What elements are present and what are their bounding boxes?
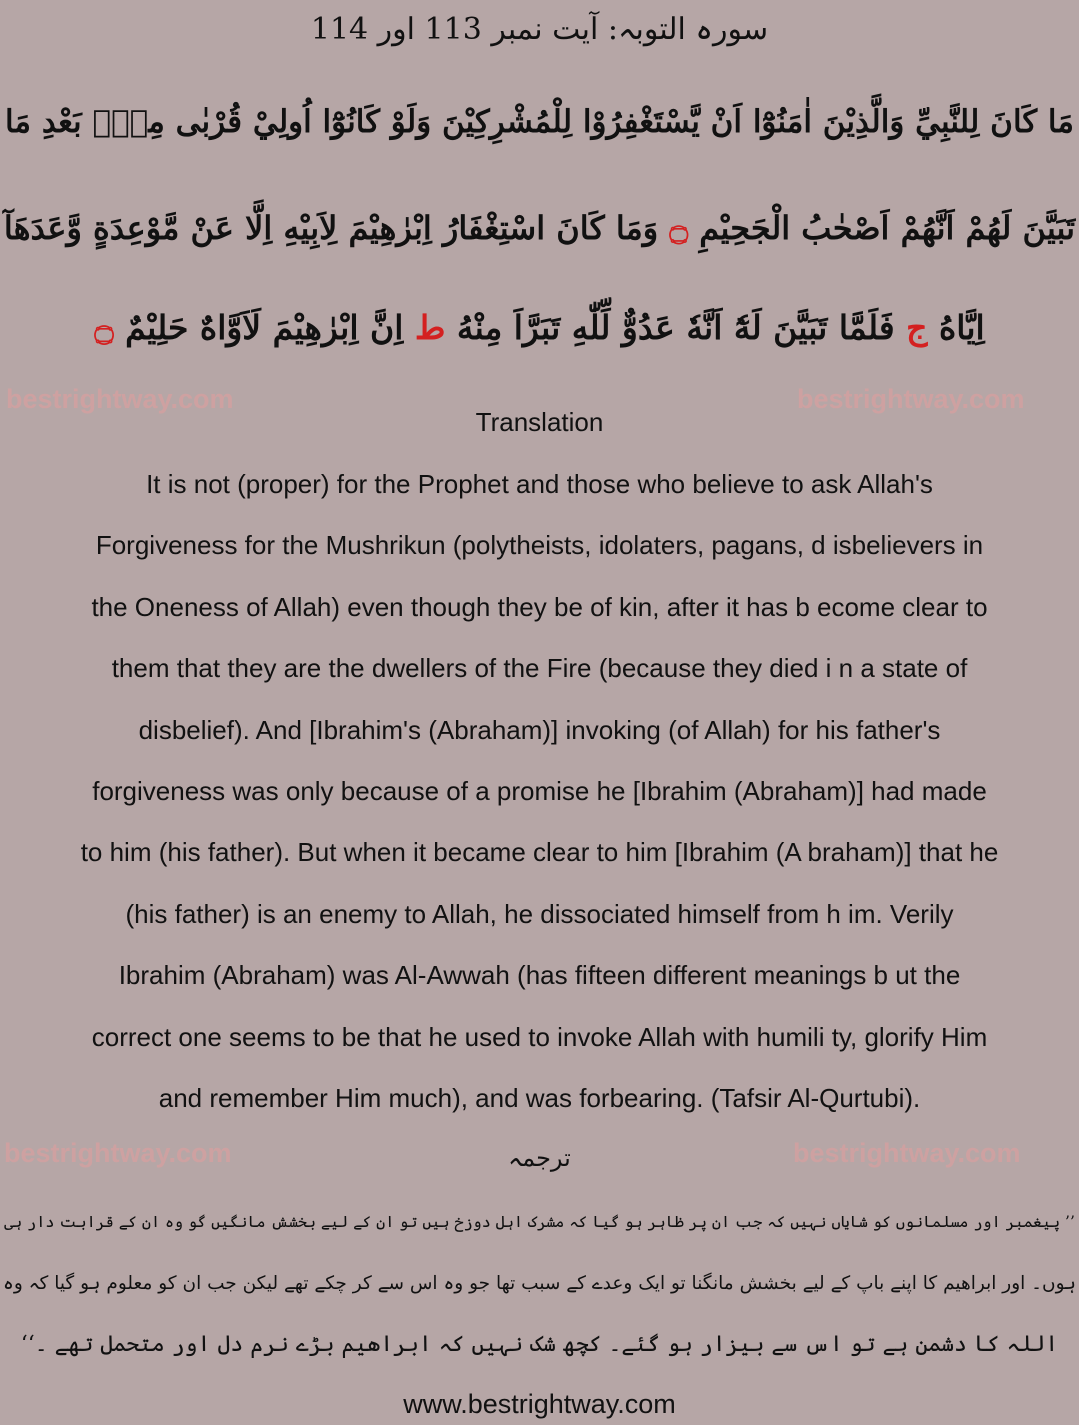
translation-line: It is not (proper) for the Prophet and those who believe to ask Allah's xyxy=(146,469,933,499)
surah-heading: سورہ التوبہ: آیت نمبر 113 اور 114 xyxy=(310,12,769,47)
arabic-verse-line-2 xyxy=(0,200,1079,256)
translation-line: Ibrahim (Abraham) was Al-Awwah (has fifteen different meanings b ut the xyxy=(118,960,961,991)
arabic-verse-line-1: مَا كَانَ لِلنَّبِيِّ وَالَّذِيْنَ اٰمَنُوْٓا اَنْ يَّسْتَغْفِرُوْا لِلْمُشْرِكِيْنَ وَلَوْ كَانُوْٓا اُولِيْ قُرْبٰى مِنْۢ بَعْدِ مَا xyxy=(4,104,1074,140)
translation-line: (his father) is an enemy to Allah, he dissociated himself from h im. Verily xyxy=(125,898,954,929)
ayah-end-marker-icon: ۝ xyxy=(669,209,689,247)
arabic-text-segment: تَبَيَّنَ لَهُمْ اَنَّهُمْ اَصْحٰبُ الْجَحِيْمِ xyxy=(699,209,1076,247)
watermark: bestrightway.com xyxy=(797,384,1025,414)
watermark: bestrightway.com xyxy=(4,1138,232,1168)
translation-line: forgiveness was only because of a promise he [Ibrahim (Abraham)] had made xyxy=(92,775,987,806)
arabic-text-segment: اِيَّاهُ xyxy=(938,308,985,347)
arabic-text-segment: اِنَّ اِبْرٰهِيْمَ لَاَوَّاهٌ حَلِيْمٌ xyxy=(125,308,404,347)
translation-line: to him (his father). But when it became clear to him [Ibrahim (A braham)] that he xyxy=(80,837,999,868)
urdu-line: ’’ پیغمبر اور مسلمانوں کو شایاں نہیں کہ جب ان پر ظاہر ہو گیا کہ مشرک اہل دوزخ ہیں تو ان کے لیے بخشش مانگیں گو وہ ان کے قرابت دار ہی xyxy=(4,1213,1075,1231)
urdu-line: ہوں۔ اور ابراھیم کا اپنے باپ کے لیے بخشش مانگنا تو ایک وعدے کے سبب تھا جو وہ اس سے کر چکے تھے لیکن جب ان کو معلوم ہو گیا کہ وہ xyxy=(3,1273,1076,1294)
urdu-translation-title: ترجمہ xyxy=(508,1144,571,1172)
urdu-line: اللہ کا دشمن ہے تو اس سے بیزار ہو گئے۔ کچھ شک نہیں کہ ابراھیم بڑے نرم دل اور متحمل تھے ۔‘‘ xyxy=(20,1332,1059,1357)
footer-url: www.bestrightway.com xyxy=(403,1389,676,1419)
translation-line: disbelief). And [Ibrahim's (Abraham)] invoking (of Allah) for his father's xyxy=(138,714,941,745)
translation-body xyxy=(0,454,1079,1129)
urdu-translation-body xyxy=(0,1192,1079,1375)
watermark: bestrightway.com xyxy=(6,384,234,414)
arabic-text-segment: وَمَا كَانَ اسْتِغْفَارُ اِبْرٰهِيْمَ لِاَبِيْهِ اِلَّا عَنْ مَّوْعِدَةٍ وَّعَدَهَآ xyxy=(3,209,659,247)
arabic-verse-line-3 xyxy=(0,300,1079,356)
translation-line: and remember Him much), and was forbearing. (Tafsir Al-Qurtubi). xyxy=(158,1082,921,1113)
pause-mark-toa: ط xyxy=(414,308,446,347)
ayah-end-marker-icon: ۝ xyxy=(94,308,114,347)
translation-line: them that they are the dwellers of the Fire (because they died i n a state of xyxy=(111,653,968,684)
watermark: bestrightway.com xyxy=(793,1138,1021,1168)
arabic-text-segment: فَلَمَّا تَبَيَّنَ لَهٗٓ اَنَّهٗ عَدُوٌّ لِّلّٰهِ تَبَرَّاَ مِنْهُ xyxy=(456,308,895,347)
translation-title: Translation xyxy=(475,407,604,437)
pause-mark-jeem: ج xyxy=(906,308,928,347)
translation-line: the Oneness of Allah) even though they be of kin, after it has b ecome clear to xyxy=(91,591,988,622)
translation-line: Forgiveness for the Mushrikun (polytheists, idolaters, pagans, d isbelievers in xyxy=(95,530,984,561)
translation-line: correct one seems to be that he used to invoke Allah with humili ty, glorify Him xyxy=(91,1021,988,1052)
